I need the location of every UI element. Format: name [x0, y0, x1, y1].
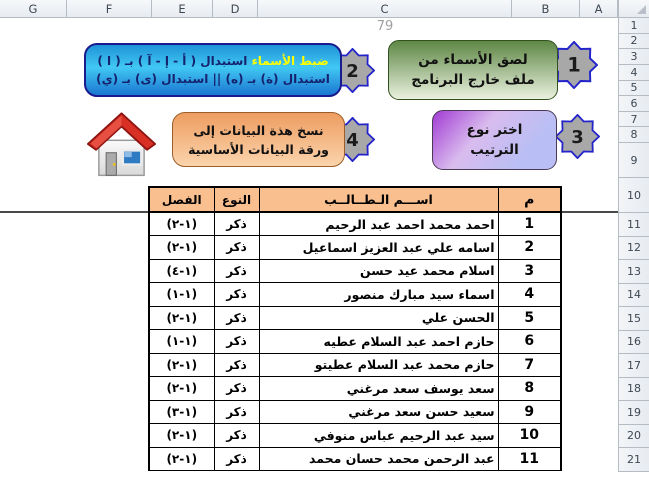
student-row [149, 212, 561, 236]
student-no-cell[interactable]: 9 [498, 400, 561, 424]
row-header[interactable]: 21 [618, 448, 649, 472]
student-name-cell[interactable]: سعد يوسف سعد مرغني [259, 377, 498, 401]
step-3-number: 3 [571, 126, 584, 148]
student-gender-cell[interactable]: ذكر [214, 400, 259, 424]
fix-names-label-line1 [97, 52, 328, 70]
row-header[interactable]: 1 [618, 18, 649, 34]
column-header-b[interactable]: B [512, 0, 580, 18]
student-name-cell[interactable]: سعيد حسن سعد مرغني [259, 400, 498, 424]
student-name-cell[interactable]: سيد عبد الرحيم عباس منوفي [259, 424, 498, 448]
column-header-g[interactable]: G [0, 0, 67, 18]
student-name-cell[interactable]: اسامه علي عبد العزيز اسماعيل [259, 236, 498, 260]
student-no-cell[interactable]: 7 [498, 353, 561, 377]
row-header-gutter [618, 18, 649, 478]
student-gender-cell[interactable]: ذكر [214, 236, 259, 260]
student-classroom-cell[interactable]: (١-٢) [149, 353, 214, 377]
student-row [149, 353, 561, 377]
row-header[interactable]: 19 [618, 401, 649, 425]
column-header-f[interactable]: F [67, 0, 152, 18]
student-no-cell[interactable]: 4 [498, 283, 561, 307]
column-header-e[interactable]: E [152, 0, 213, 18]
home-icon[interactable] [85, 108, 158, 177]
row-header[interactable]: 5 [618, 81, 649, 97]
student-no-cell[interactable]: 6 [498, 330, 561, 354]
student-row [149, 259, 561, 283]
sort-type-button[interactable] [432, 110, 557, 170]
student-gender-cell[interactable]: ذكر [214, 283, 259, 307]
house-doorknob [113, 163, 116, 166]
student-row [149, 236, 561, 260]
header-gender[interactable]: النوع [214, 187, 259, 212]
student-classroom-cell[interactable]: (١-٤) [149, 259, 214, 283]
student-name-cell[interactable]: احمد محمد احمد عبد الرحيم [259, 212, 498, 236]
student-classroom-cell[interactable]: (١-١) [149, 283, 214, 307]
row-header[interactable]: 13 [618, 260, 649, 284]
row-header[interactable]: 6 [618, 96, 649, 112]
column-header-c[interactable]: C [258, 0, 512, 18]
student-no-cell[interactable]: 2 [498, 236, 561, 260]
student-gender-cell[interactable]: ذكر [214, 353, 259, 377]
row-header[interactable]: 8 [618, 127, 649, 143]
student-classroom-cell[interactable]: (١-٣) [149, 400, 214, 424]
header-student-name[interactable]: اســـم الـطــالــب [259, 187, 498, 212]
row-header[interactable]: 11 [618, 213, 649, 237]
student-row [149, 306, 561, 330]
copy-data-label-line1: نسخ هذة البيانات إلى [193, 122, 324, 138]
student-row [149, 330, 561, 354]
student-name-cell[interactable]: حازم محمد عبد السلام عطيتو [259, 353, 498, 377]
student-classroom-cell[interactable]: (١-٢) [149, 447, 214, 471]
student-name-cell[interactable]: عبد الرحمن محمد حسان محمد [259, 447, 498, 471]
copy-data-button[interactable] [172, 112, 345, 167]
fix-names-rest: استبدال ( أ - إ - آ ) بـ ( ا ) [97, 54, 248, 68]
column-header-strip [0, 0, 618, 18]
student-classroom-cell[interactable]: (١-٢) [149, 377, 214, 401]
step-2-number: 2 [346, 60, 359, 82]
sort-type-label-line2: الترتيب [470, 142, 519, 158]
student-row [149, 424, 561, 448]
student-gender-cell[interactable]: ذكر [214, 212, 259, 236]
student-no-cell[interactable]: 1 [498, 212, 561, 236]
row-header[interactable]: 9 [618, 143, 649, 178]
student-gender-cell[interactable]: ذكر [214, 377, 259, 401]
student-no-cell[interactable]: 8 [498, 377, 561, 401]
student-classroom-cell[interactable]: (١-١) [149, 330, 214, 354]
student-row [149, 447, 561, 471]
row-header[interactable]: 2 [618, 34, 649, 50]
step-4-number: 4 [346, 129, 359, 151]
student-name-cell[interactable]: اسماء سيد مبارك منصور [259, 283, 498, 307]
copy-data-label-line2: ورقة البيانات الأساسية [188, 141, 329, 157]
row-header[interactable]: 18 [618, 378, 649, 402]
student-no-cell[interactable]: 10 [498, 424, 561, 448]
student-name-cell[interactable]: اسلام محمد عيد حسن [259, 259, 498, 283]
student-name-cell[interactable]: حازم احمد عبد السلام عطيه [259, 330, 498, 354]
students-header-row [149, 187, 561, 212]
step-1-number: 1 [567, 53, 581, 77]
fix-names-button[interactable] [84, 43, 342, 97]
student-gender-cell[interactable]: ذكر [214, 424, 259, 448]
column-header-a[interactable]: A [580, 0, 618, 18]
row-header[interactable]: 15 [618, 307, 649, 331]
house-window-pane [124, 152, 131, 157]
student-gender-cell[interactable]: ذكر [214, 330, 259, 354]
student-classroom-cell[interactable]: (١-٢) [149, 306, 214, 330]
row-header[interactable]: 3 [618, 49, 649, 65]
select-all-triangle-icon [637, 5, 646, 14]
student-classroom-cell[interactable]: (١-٢) [149, 236, 214, 260]
select-all-corner[interactable] [618, 0, 649, 18]
row-header[interactable]: 14 [618, 284, 649, 308]
student-gender-cell[interactable]: ذكر [214, 447, 259, 471]
student-classroom-cell[interactable]: (١-٢) [149, 212, 214, 236]
column-header-d[interactable]: D [213, 0, 258, 18]
step-3-badge [555, 114, 600, 159]
row-header[interactable]: 7 [618, 112, 649, 128]
paste-names-button[interactable] [388, 40, 558, 100]
row-header[interactable]: 12 [618, 237, 649, 261]
cell-c1-value[interactable]: 79 [376, 19, 394, 34]
student-row [149, 283, 561, 307]
students-table [148, 186, 562, 471]
header-classroom[interactable]: الفصل [149, 187, 214, 212]
student-no-cell[interactable]: 5 [498, 306, 561, 330]
student-no-cell[interactable]: 3 [498, 259, 561, 283]
student-classroom-cell[interactable]: (١-٢) [149, 424, 214, 448]
header-no[interactable]: م [498, 187, 561, 212]
row-header[interactable]: 17 [618, 354, 649, 378]
student-no-cell[interactable]: 11 [498, 447, 561, 471]
row-header[interactable]: 4 [618, 65, 649, 81]
fix-names-highlight: ضبط الأسماء [251, 54, 329, 68]
sort-type-label-line1: اختر نوع [466, 122, 523, 138]
fix-names-label-line2: استبدال (ة) بـ (ه) || استبدال (ى) بـ (ي) [96, 72, 330, 86]
row-header[interactable]: 10 [618, 178, 649, 213]
paste-names-label-line2: ملف خارج البرنامج [411, 72, 535, 88]
row-header[interactable]: 20 [618, 425, 649, 449]
student-gender-cell[interactable]: ذكر [214, 259, 259, 283]
row-header[interactable]: 16 [618, 331, 649, 355]
student-row [149, 400, 561, 424]
paste-names-label-line1: لصق الأسماء من [418, 52, 528, 68]
student-row [149, 377, 561, 401]
student-name-cell[interactable]: الحسن علي [259, 306, 498, 330]
student-gender-cell[interactable]: ذكر [214, 306, 259, 330]
